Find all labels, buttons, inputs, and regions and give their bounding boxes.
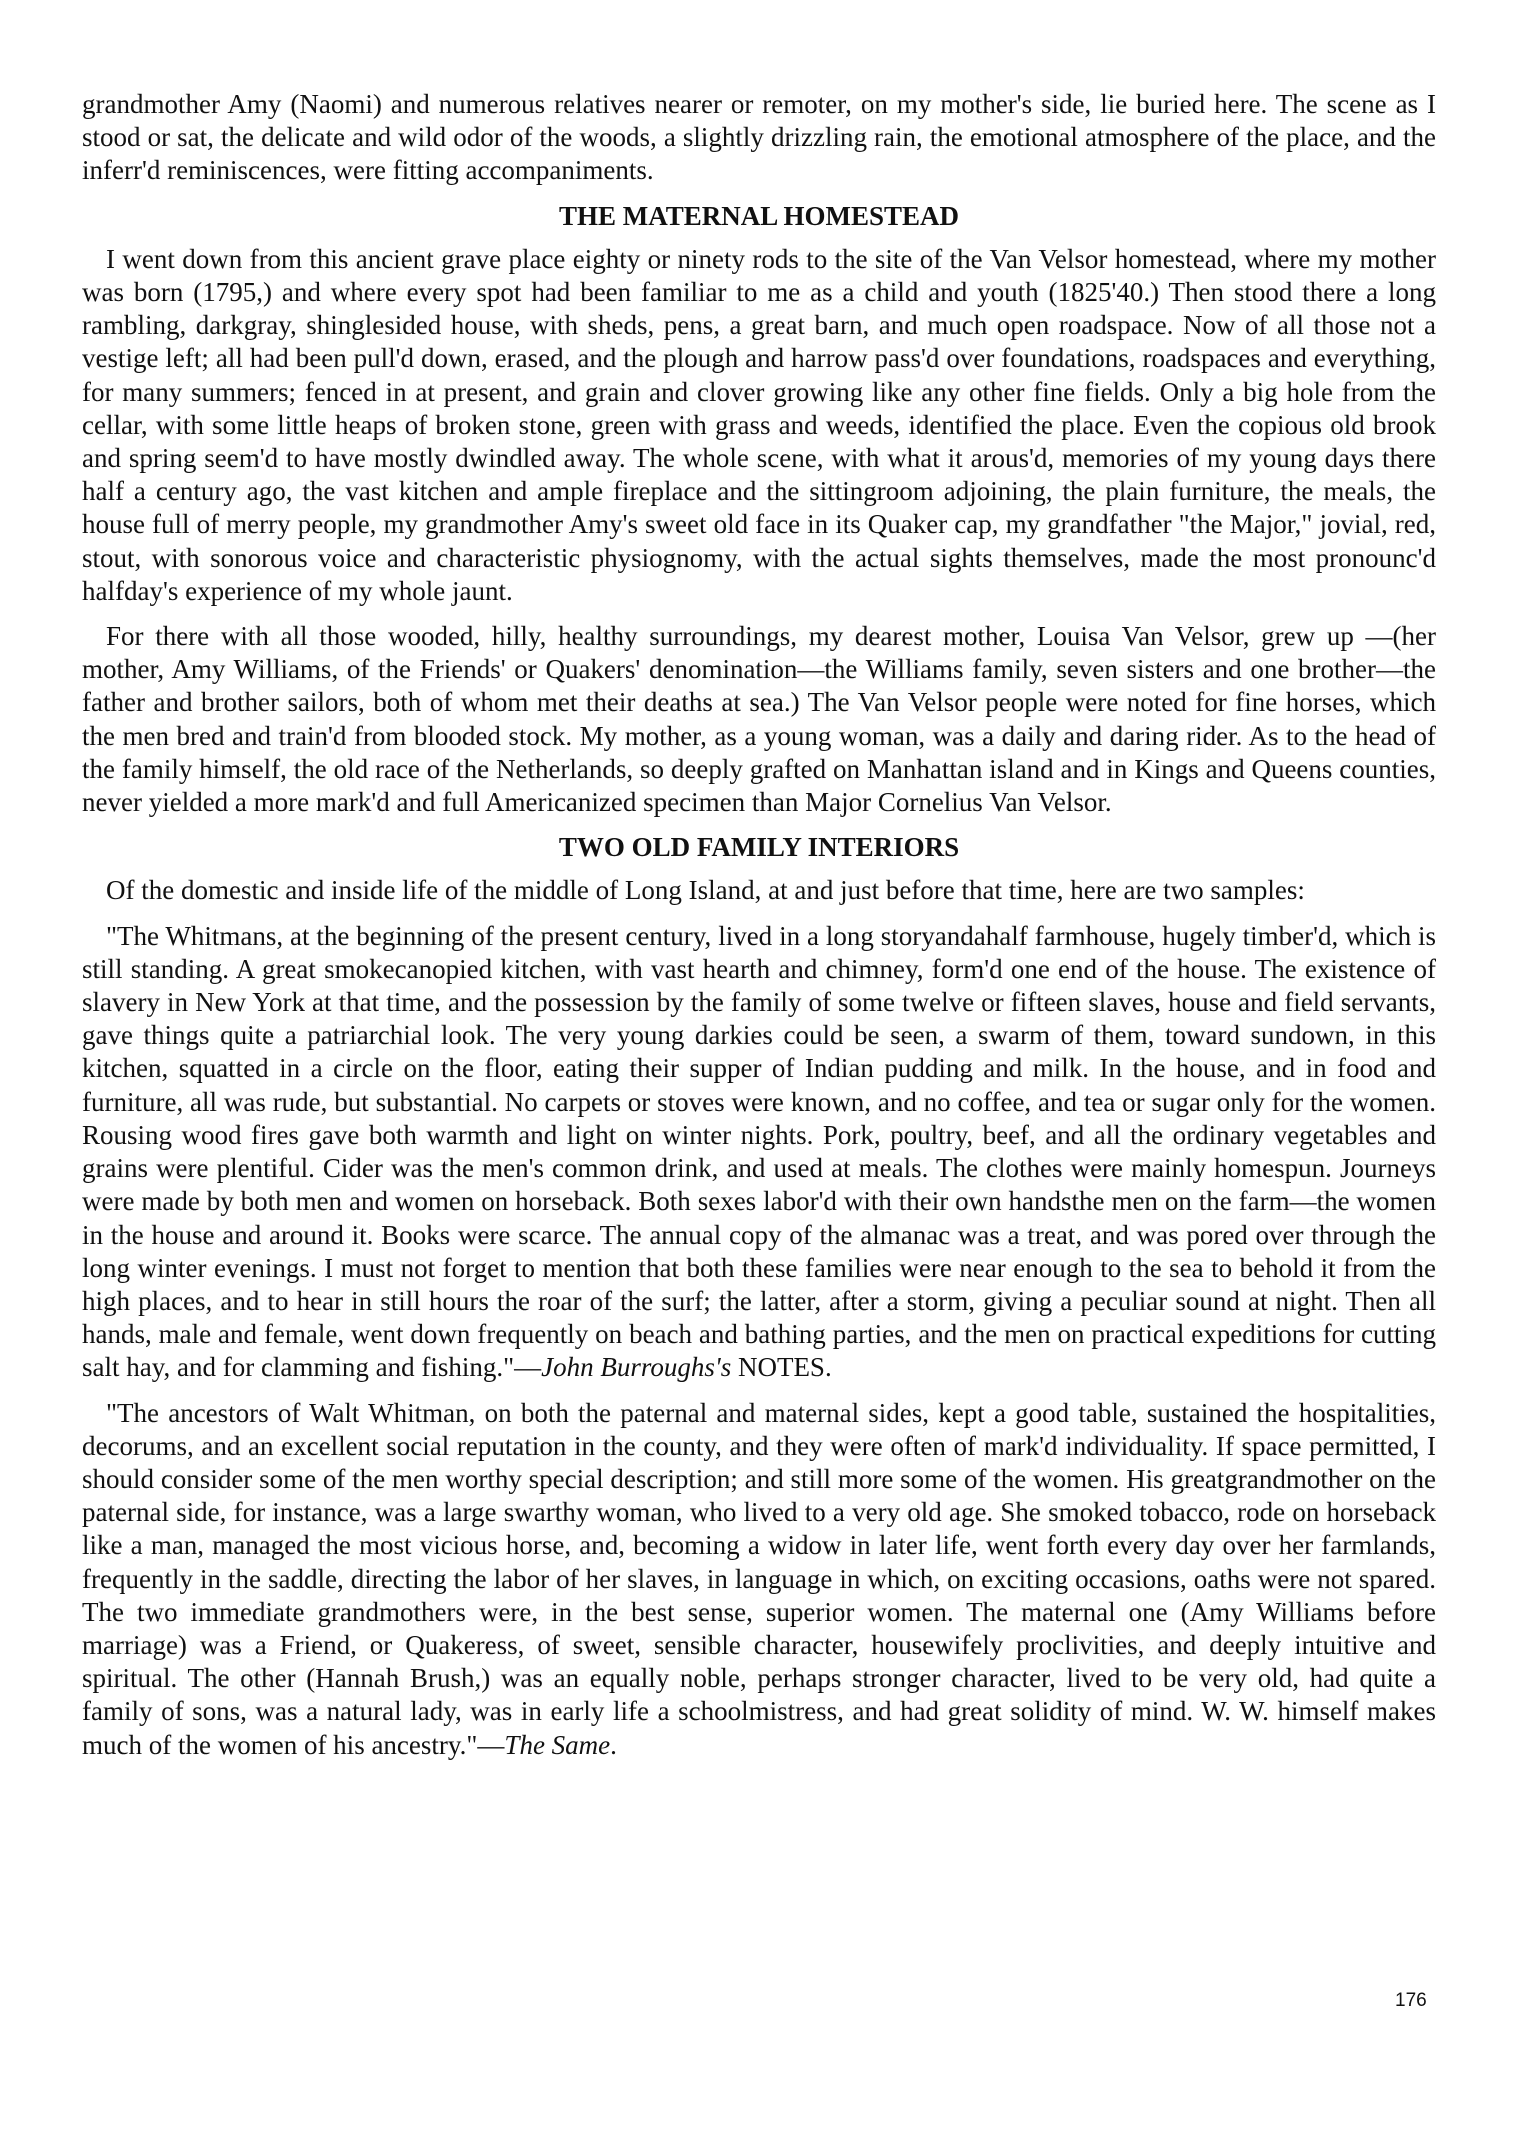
page-number: 176	[1395, 1990, 1427, 2011]
paragraph-ancestors-of-walt-whitman	[82, 1397, 1436, 1762]
citation-notes: NOTES.	[731, 1352, 832, 1383]
citation-period: .	[610, 1729, 617, 1760]
paragraph-burial-ground: grandmother Amy (Naomi) and numerous relatives nearer or remoter, on my mother's side, lie buried here. The scene as I stood or sat, the delicate and wild odor of the woods, a slightly drizzling rain, the emotional atmosphere of the place, and the inferr'd reminiscences, were fitting accompaniments.	[82, 89, 1436, 186]
whitmans-farmhouse-text: "The Whitmans, at the beginning of the present century, lived in a long storyandahalf farmhouse, hugely timber'd, which is still standing. A great smokecanopied kitchen, with vast hearth and chimney, form'd one end of the house. The existence of slavery in New York at that time, and the possession by the family of some twelve or fifteen slaves, house and field servants, gave things quite a patriarchial look. The very young darkies could be seen, a swarm of them, toward sundown, in this kitchen, squatted in a circle on the floor, eating their supper of Indian pudding and milk. In the house, and in food and furniture, all was rude, but substantial. No carpets or stoves were known, and no coffee, and tea or sugar only for the women. Rousing wood fires gave both warmth and light on winter nights. Pork, poultry, beef, and all the ordinary vegetables and grains were plentiful. Cider was the men's common drink, and used at meals. The clothes were mainly homespun. Journeys were made by both men and women on horseback. Both sexes labor'd with their own handsthe men on the farm—the women in the house and around it. Books were scarce. The annual copy of the almanac was a treat, and was pored over through the long winter evenings. I must not forget to mention that both these families were near enough to the sea to behold it from the high places, and to hear in still hours the roar of the surf; the latter, after a storm, giving a peculiar sound at night. Then all hands, male and female, went down frequently on beach and bathing parties, and the men on practical expeditions for cutting salt hay, and for clamming and fishing."—	[82, 920, 1436, 1383]
paragraph-whitmans-farmhouse	[82, 920, 1436, 1385]
heading-maternal-homestead: THE MATERNAL HOMESTEAD	[558, 200, 960, 231]
paragraph-van-velsor-homestead: I went down from this ancient grave place eighty or ninety rods to the site of the Van Velsor homestead, where my mother was born (1795,) and where every spot had been familiar to me as a child and youth (1825'40.) Then stood there a long rambling, darkgray, shinglesided house, with sheds, pens, a great barn, and much open roadspace. Now of all those not a vestige left; all had been pull'd down, erased, and the plough and harrow pass'd over foundations, roadspaces and everything, for many summers; fenced in at present, and grain and clover growing like any other fine fields. Only a big hole from the cellar, with some little heaps of broken stone, green with grass and weeds, identified the place. Even the copious old brook and spring seem'd to have mostly dwindled away. The whole scene, with what it arous'd, memories of my young days there half a century ago, the vast kitchen and ample fireplace and the sittingroom adjoining, the plain furniture, the meals, the house full of merry people, my grandmother Amy's sweet old face in its Quaker cap, my grandfather "the Major," jovial, red, stout, with sonorous voice and characteristic physiognomy, with the actual sights themselves, made the most pronounc'd halfday's experience of my whole jaunt.	[82, 243, 1436, 606]
ancestors-text: "The ancestors of Walt Whitman, on both the paternal and maternal sides, kept a good table, sustained the hospitalities, decorums, and an excellent social reputation in the county, and they were often of mark'd individuality. If space permitted, I should consider some of the men worthy special description; and still more some of the women. His greatgrandmother on the paternal side, for instance, was a large swarthy woman, who lived to a very old age. She smoked tobacco, rode on horseback like a man, managed the most vicious horse, and, becoming a widow in later life, went forth every day over her farmlands, frequently in the saddle, directing the labor of her slaves, in language in which, on exciting occasions, oaths were not spared. The two immediate grandmothers were, in the best sense, superior women. The maternal one (Amy Williams before marriage) was a Friend, or Quakeress, of sweet, sensible character, housewifely proclivities, and deeply intuitive and spiritual. The other (Hannah Brush,) was an equally noble, perhaps stronger character, lived to be very old, had quite a family of sons, was a natural lady, was in early life a schoolmistress, and had great solidity of mind. W. W. himself makes much of the women of his ancestry."—	[82, 1397, 1436, 1760]
heading-two-old-family-interiors: TWO OLD FAMILY INTERIORS	[558, 832, 960, 863]
paragraph-louisa-van-velsor: For there with all those wooded, hilly, healthy surroundings, my dearest mother, Louisa Van Velsor, grew up —(her mother, Amy Williams, of the Friends' or Quakers' denomination—the Williams family, seven sisters and one brother—the father and brother sailors, both of whom met their deaths at sea.) The Van Velsor people were noted for fine horses, which the men bred and train'd from blooded stock. My mother, as a young woman, was a daily and daring rider. As to the head of the family himself, the old race of the Netherlands, so deeply grafted on Manhattan island and in Kings and Queens counties, never yielded a more mark'd and full Americanized specimen than Major Cornelius Van Velsor.	[82, 621, 1436, 818]
page-body	[82, 88, 1436, 1774]
paragraph-two-samples-intro: Of the domestic and inside life of the middle of Long Island, at and just before that time, here are two samples:	[106, 875, 1305, 906]
citation-the-same: The Same	[504, 1729, 611, 1760]
citation-john-burroughs: John Burroughs's	[541, 1352, 732, 1383]
